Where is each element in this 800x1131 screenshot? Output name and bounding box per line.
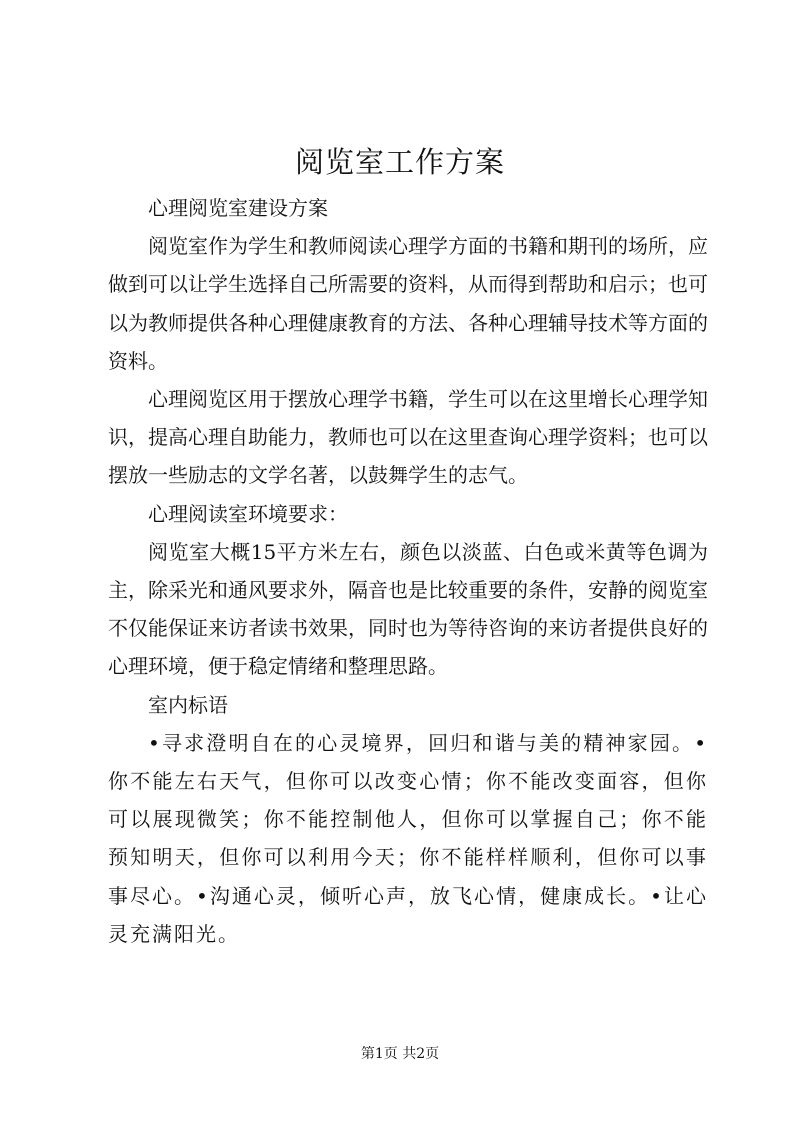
paragraph-purpose: 阅览室作为学生和教师阅读心理学方面的书籍和期刊的场所，应做到可以让学生选择自己所需要的资料，从而得到帮助和启示；也可以为教师提供各种心理健康教育的方法、各种心理辅导技术等方面的资料。 <box>108 234 708 373</box>
page-footer: 第1页 共2页 <box>360 1046 440 1062</box>
paragraph-reading-area: 心理阅览区用于摆放心理学书籍，学生可以在这里增长心理学知识，提高心理自助能力，教师也可以在这里查询心理学资料；也可以摆放一些励志的文学名著，以鼓舞学生的志气。 <box>108 387 708 488</box>
section-heading-slogans: 室内标语 <box>148 692 228 717</box>
section-heading-construction: 心理阅览室建设方案 <box>148 196 328 220</box>
paragraph-slogans: •寻求澄明自在的心灵境界，回归和谐与美的精神家园。•你不能左右天气，但你可以改变心情；你不能改变面容，但你可以展现微笑；你不能控制他人，但你可以掌握自己；你不能预知明天，但你可以利用今天；你不能样样顺利，但你可以事事尽心。•沟通心灵，倾听心声，放飞心情，健康成长。•让心灵充满阳光。 <box>108 730 708 946</box>
document-body <box>108 189 708 953</box>
document-title: 阅览室工作方案 <box>294 145 505 179</box>
paragraph-environment: 阅览室大概15平方米左右，颜色以淡蓝、白色或米黄等色调为主，除采光和通风要求外，隔音也是比较重要的条件，安静的阅览室不仅能保证来访者读书效果，同时也为等待咨询的来访者提供良好的心理环境，便于稳定情绪和整理思路。 <box>108 539 708 679</box>
section-heading-environment: 心理阅读室环境要求： <box>148 501 348 526</box>
